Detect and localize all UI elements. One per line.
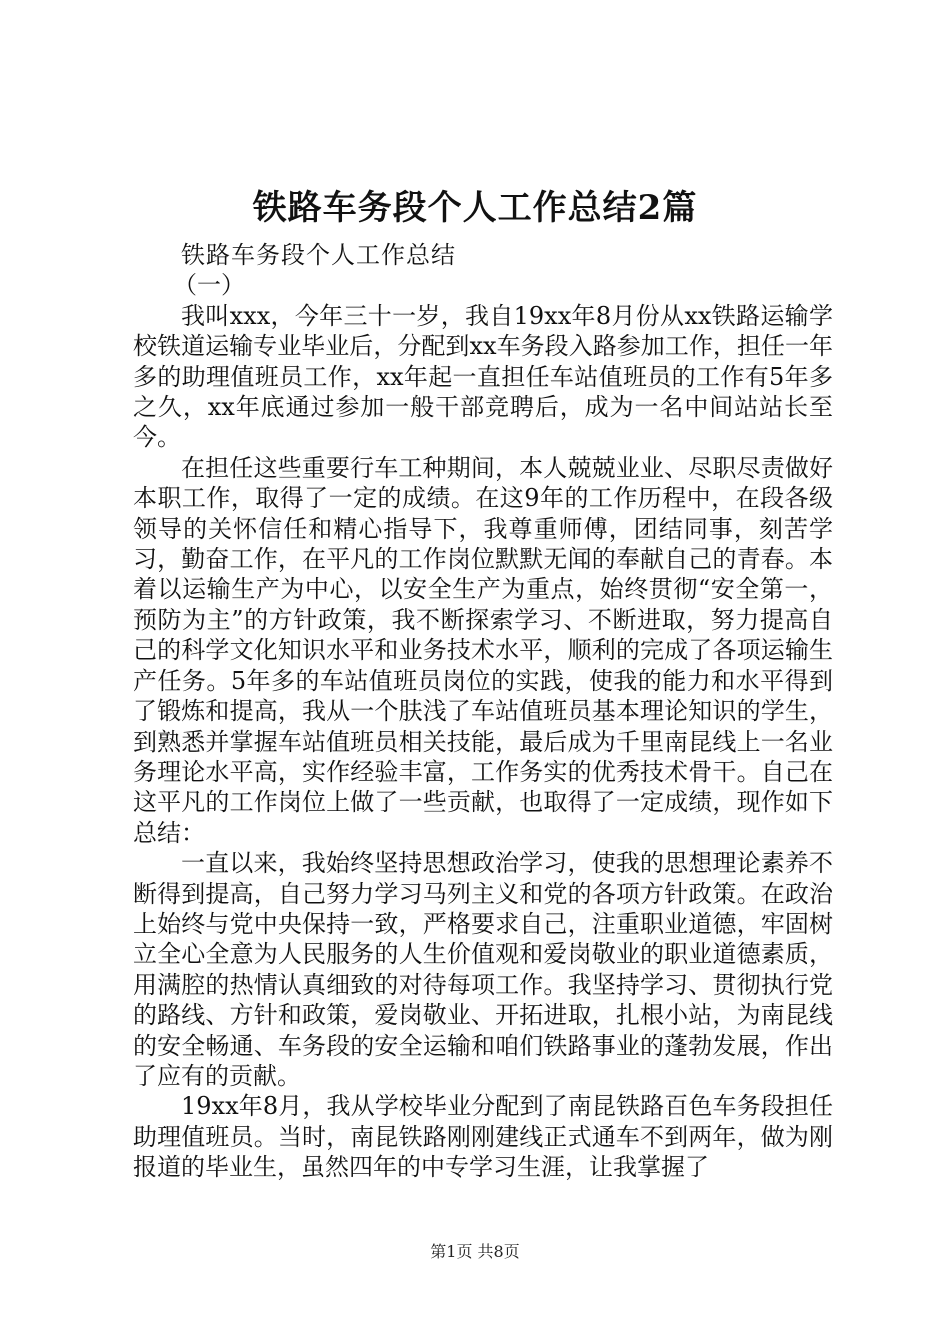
paragraph-2: 在担任这些重要行车工种期间，本人兢兢业业、尽职尽责做好本职工作，取得了一定的成绩。在这9年的工作历程中，在段各级领导的关怀信任和精心指导下，我尊重师傅，团结同事，刻苦学习，勤奋工作，在平凡的工作岗位默默无闻的奉献自己的青春。本着以运输生产为中心，以安全生产为重点，始终贯彻“安全第一，预防为主”的方针政策，我不断探索学习、不断进取，努力提高自己的科学文化知识水平和业务技术水平，顺利的完成了各项运输生产任务。5年多的车站值班员岗位的实践，使我的能力和水平得到了锻炼和提高，我从一个肤浅了车站值班员基本理论知识的学生，到熟悉并掌握车站值班员相关技能，最后成为千里南昆线上一名业务理论水平高，实作经验丰富，工作务实的优秀技术骨干。自己在这平凡的工作岗位上做了一些贡献，也取得了一定成绩，现作如下总结： <box>133 453 833 847</box>
document-title: 铁路车务段个人工作总结2篇 <box>252 188 698 228</box>
page-number-footer: 第1页 共8页 <box>430 1242 520 1261</box>
paragraph-1: 我叫xxx，今年三十一岁，我自19xx年8月份从xx铁路运输学校铁道运输专业毕业后，分配到xx车务段入路参加工作，担任一年多的助理值班员工作，xx年起一直担任车站值班员的工作有5年多之久，xx年底通过参加一般干部竞聘后，成为一名中间站站长至今。 <box>133 301 833 452</box>
document-body <box>133 240 833 1183</box>
paragraph-3: 一直以来，我始终坚持思想政治学习，使我的思想理论素养不断得到提高，自己努力学习马列主义和党的各项方针政策。在政治上始终与党中央保持一致，严格要求自己，注重职业道德，牢固树立全心全意为人民服务的人生价值观和爱岗敬业的职业道德素质，用满腔的热情认真细致的对待每项工作。我坚持学习、贯彻执行党的路线、方针和政策，爱岗敬业、开拓进取，扎根小站，为南昆线的安全畅通、车务段的安全运输和咱们铁路事业的蓬勃发展，作出了应有的贡献。 <box>133 849 833 1090</box>
section-marker: （一） <box>173 271 245 300</box>
document-subtitle: 铁路车务段个人工作总结 <box>181 241 456 269</box>
paragraph-4: 19xx年8月，我从学校毕业分配到了南昆铁路百色车务段担任助理值班员。当时，南昆铁路刚刚建线正式通车不到两年，做为刚报道的毕业生，虽然四年的中专学习生涯，让我掌握了 <box>133 1092 833 1182</box>
